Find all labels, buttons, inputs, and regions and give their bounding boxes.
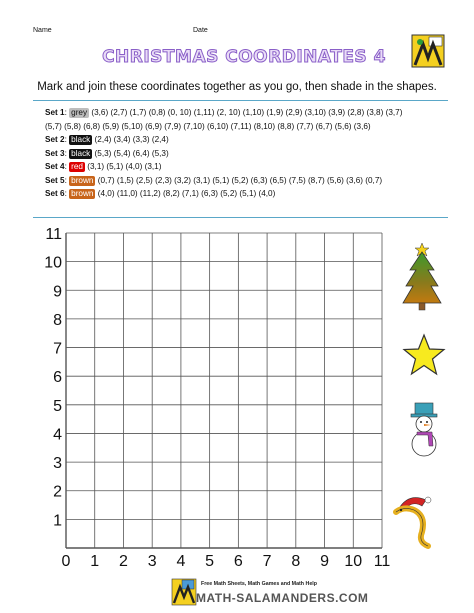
set-coordinates: (3,1) (5,1) (4,0) (3,1)	[87, 162, 162, 171]
set-label: Set 1	[45, 108, 65, 117]
y-axis-tick-label: 10	[44, 254, 62, 272]
set-coordinates: (0,7) (1,5) (2,5) (2,3) (3,2) (3,1) (5,1) (5,2) (6,3) (6,5) (7,5) (8,7) (5,6) (3,6) (0,7)	[97, 175, 383, 185]
x-axis-tick-label: 4	[176, 553, 186, 570]
instructions: Mark and join these coordinates together as you go, then shade in the shapes.	[37, 81, 437, 93]
set-row: Set 6: brown (4,0) (11,0) (11,2) (8,2) (7,1) (6,3) (5,2) (5,1) (4,0)	[45, 189, 276, 198]
x-axis-tick-label: 8	[291, 553, 301, 570]
set-color-badge: grey	[71, 108, 88, 117]
snowman-icon	[405, 401, 445, 457]
christmas-tree-icon	[401, 240, 443, 312]
set-label: Set 2	[45, 135, 65, 144]
y-axis-tick-label: 9	[53, 283, 62, 301]
set-label: Set 5	[45, 175, 65, 185]
set-label: Set 4	[45, 162, 65, 171]
y-axis-tick-label: 8	[53, 311, 62, 329]
set-row: Set 3: black (5,3) (5,4) (6,4) (5,3)	[45, 148, 169, 158]
y-axis-tick-label: 6	[53, 369, 62, 387]
x-axis-tick-label: 3	[147, 553, 157, 570]
set-coordinates: (5,3) (5,4) (6,4) (5,3)	[94, 148, 169, 158]
y-axis-tick-label: 2	[53, 483, 62, 501]
set-row: Set 2: black (2,4) (3,4) (3,3) (2,4)	[45, 135, 169, 144]
y-axis-tick-label: 4	[53, 426, 62, 444]
set-color-badge: black	[71, 135, 91, 144]
name-label: Name	[33, 27, 52, 34]
x-axis-tick-label: 11	[373, 553, 391, 570]
x-axis-tick-label: 6	[233, 553, 243, 570]
set-color-badge: brown	[71, 175, 94, 185]
y-axis-tick-label: 5	[53, 397, 62, 415]
x-axis-tick-label: 9	[320, 553, 329, 570]
x-axis-tick-label: 1	[90, 553, 100, 570]
x-axis-tick-label: 0	[61, 553, 71, 570]
set-coordinates-continued: (5,7) (5,8) (6,8) (5,9) (5,10) (6,9) (7,9) (7,10) (6,10) (7,11) (8,10) (8,8) (7,7) (6,7) (5,6) (3,6)	[45, 121, 371, 131]
set-color-badge: brown	[71, 189, 94, 198]
x-axis-tick-label: 5	[205, 553, 215, 570]
set-coordinates: (2,4) (3,4) (3,3) (2,4)	[94, 135, 169, 144]
footer-site-logo: MATH-SALAMANDERS.COM	[196, 591, 369, 605]
set-label: Set 6	[45, 189, 65, 198]
star-icon	[401, 333, 447, 377]
page-title: CHRISTMAS COORDINATES 4	[102, 47, 386, 67]
set-color-badge: red	[71, 162, 83, 171]
set-row: Set 1: grey (3,6) (2,7) (1,7) (0,8) (0, 10) (1,11) (2, 10) (1,10) (1,9) (2,9) (3,10) (3,9) (2,8) (3,8) (3,7)	[45, 108, 403, 117]
set-coordinates: (4,0) (11,0) (11,2) (8,2) (7,1) (6,3) (5,2) (5,1) (4,0)	[97, 189, 276, 198]
footer-tagline: Free Math Sheets, Math Games and Math Help	[201, 581, 317, 587]
set-label: Set 3	[45, 148, 65, 158]
x-axis-tick-label: 2	[119, 553, 128, 570]
set-row: Set 4: red (3,1) (5,1) (4,0) (3,1)	[45, 162, 162, 171]
y-axis-tick-label: 11	[45, 226, 62, 243]
y-axis-tick-label: 7	[53, 340, 62, 358]
x-axis-tick-label: 10	[344, 553, 363, 570]
footer-salamander-icon	[170, 577, 198, 607]
y-axis-tick-label: 1	[53, 512, 62, 530]
set-row: Set 5: brown (0,7) (1,5) (2,5) (2,3) (3,2) (3,1) (5,1) (5,2) (6,3) (6,5) (7,5) (8,7) (5,6) (3,6) (0,7)	[45, 175, 383, 185]
salamander-santa-icon	[392, 488, 450, 550]
date-label: Date	[193, 27, 208, 34]
y-axis-tick-label: 3	[53, 455, 62, 473]
x-axis-tick-label: 7	[262, 553, 272, 570]
set-color-badge: black	[71, 148, 91, 158]
set-coordinates: (3,6) (2,7) (1,7) (0,8) (0, 10) (1,11) (2, 10) (1,10) (1,9) (2,9) (3,10) (3,9) (2,8) (3,8) (3,7)	[91, 108, 403, 117]
